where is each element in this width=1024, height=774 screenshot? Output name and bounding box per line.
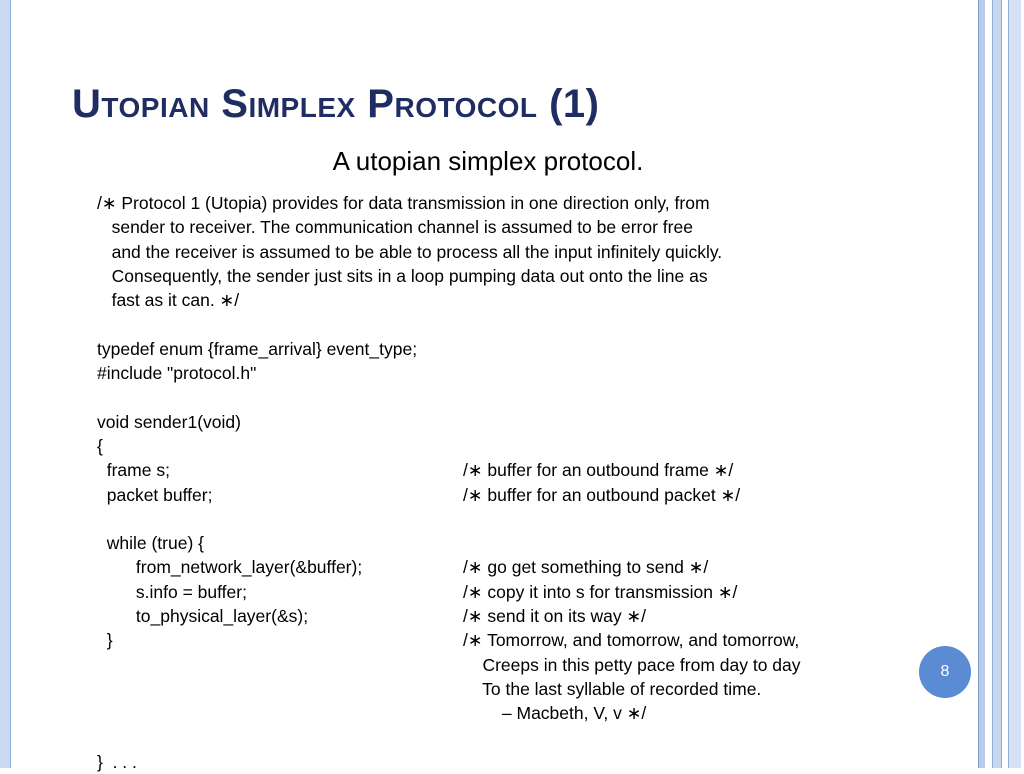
right-frame-stripes [978, 0, 1024, 768]
code-line [97, 726, 897, 750]
page-number-badge: 8 [919, 646, 971, 698]
frame-stripe [1008, 0, 1021, 768]
slide-title: Utopian Simplex Protocol (1) [72, 82, 600, 126]
code-line [97, 701, 897, 725]
code-line [97, 483, 897, 507]
frame-stripe [978, 0, 985, 768]
code-text: { [97, 435, 103, 456]
left-frame-bar [0, 0, 11, 768]
code-line [97, 750, 897, 774]
code-text: packet buffer; [97, 484, 213, 505]
code-line [97, 531, 897, 555]
code-comment: – Macbeth, V, v ∗/ [463, 703, 647, 724]
slide-subtitle: A utopian simplex protocol. [332, 146, 644, 176]
code-line [97, 434, 897, 458]
code-line [97, 604, 897, 628]
code-comment: /∗ Tomorrow, and tomorrow, and tomorrow, [463, 630, 800, 651]
code-text: fast as it can. ∗/ [97, 290, 240, 311]
code-line [97, 385, 897, 409]
code-text: from_network_layer(&buffer); [97, 557, 363, 578]
code-line [97, 215, 897, 239]
code-text: /∗ Protocol 1 (Utopia) provides for data transmission in one direction only, from [97, 193, 710, 213]
code-text: to_physical_layer(&s); [97, 606, 309, 627]
code-line [97, 507, 897, 531]
code-text: Consequently, the sender just sits in a loop pumping data out onto the line as [97, 265, 708, 286]
code-line [97, 312, 897, 336]
code-line [97, 240, 897, 264]
code-text: #include "protocol.h" [97, 363, 257, 384]
code-text: sender to receiver. The communication channel is assumed to be error free [97, 217, 693, 238]
code-text: void sender1(void) [97, 411, 241, 432]
code-text: frame s; [97, 460, 170, 481]
code-comment: Creeps in this petty pace from day to day [463, 654, 801, 675]
code-text: s.info = buffer; [97, 581, 247, 602]
code-comment: /∗ send it on its way ∗/ [463, 606, 647, 627]
code-line [97, 337, 897, 361]
code-comment: To the last syllable of recorded time. [463, 678, 762, 699]
code-text: typedef enum {frame_arrival} event_type; [97, 338, 418, 359]
code-comment: /∗ buffer for an outbound frame ∗/ [463, 460, 734, 481]
frame-stripe [992, 0, 1002, 768]
code-line [97, 677, 897, 701]
code-comment: /∗ go get something to send ∗/ [463, 557, 709, 578]
code-line [97, 191, 897, 215]
code-comment: /∗ buffer for an outbound packet ∗/ [463, 484, 741, 505]
code-line [97, 628, 897, 652]
code-listing [97, 191, 897, 774]
code-text: and the receiver is assumed to be able to process all the input infinitely quickly. [97, 241, 723, 262]
code-line [97, 410, 897, 434]
code-line [97, 653, 897, 677]
code-text: } . . . [97, 751, 137, 772]
code-line [97, 264, 897, 288]
code-line [97, 555, 897, 579]
code-comment: /∗ copy it into s for transmission ∗/ [463, 581, 738, 602]
code-line [97, 361, 897, 385]
code-line [97, 458, 897, 482]
code-text: while (true) { [97, 533, 204, 554]
code-text: } [97, 630, 113, 651]
code-line [97, 580, 897, 604]
code-line [97, 288, 897, 312]
